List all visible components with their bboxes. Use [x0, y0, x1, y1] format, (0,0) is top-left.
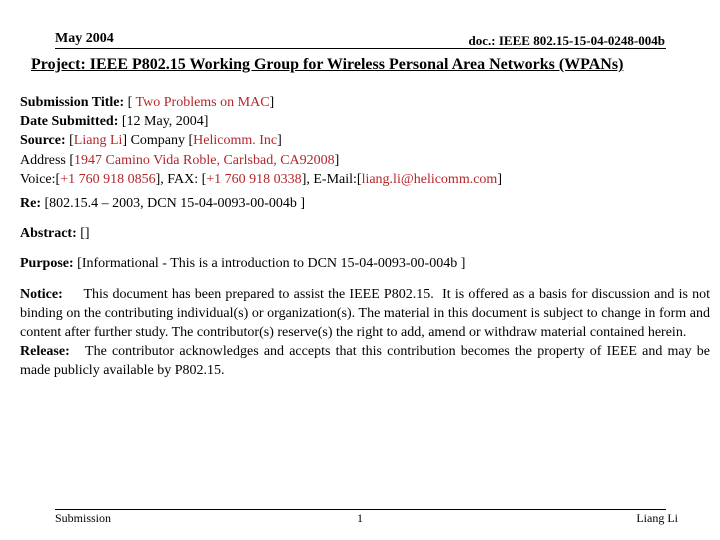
notice-label: Notice: — [20, 286, 63, 302]
source-name: Liang Li — [73, 133, 123, 149]
contact-line: Voice:[+1 760 918 0856], FAX: [+1 760 918 0338], E-Mail:[liang.li@helicomm.com] — [20, 171, 502, 187]
purpose-label: Purpose: — [20, 256, 74, 272]
release-paragraph — [20, 342, 714, 380]
abstract-line — [20, 224, 710, 243]
notice-text: This document has been prepared to assist the IEEE P802.15. It is offered as a basis for discussion and is not binding on the contributing individual(s) or organization(s). The material in this document is subject to change in form and content after further study. The contributor(s) reserve(s) the right to add, amend or withdraw material contained herein. — [20, 286, 714, 341]
submission-title-value: Two Problems on MAC — [132, 95, 270, 110]
date-submitted-line — [20, 112, 710, 131]
re-label: Re: — [20, 196, 41, 212]
footer-rule — [55, 509, 666, 510]
fax-value: +1 760 918 0338 — [206, 171, 302, 187]
re-value: [802.15.4 – 2003, DCN 15-04-0093-00-004b ] — [41, 196, 306, 212]
source-line: Source: [Liang Li] Company [Helicomm. Inc] — [20, 133, 282, 149]
submission-title-line: Submission Title: [ Two Problems on MAC] — [20, 95, 275, 110]
notice-paragraph — [20, 285, 714, 343]
footer-submission: Submission — [55, 511, 112, 525]
submission-title-label: Submission Title: — [20, 95, 125, 110]
voice-value: +1 760 918 0856 — [60, 171, 156, 187]
address-label: Address [ — [20, 152, 75, 168]
address-value: 1947 Camino Vida Roble, Carlsbad, CA92008 — [74, 152, 335, 168]
header-rule — [55, 48, 666, 49]
purpose-line — [20, 254, 710, 273]
release-label: Release: — [20, 344, 70, 360]
project-title: Project: IEEE P802.15 Working Group for Wireless Personal Area Networks (WPANs) — [31, 56, 624, 73]
source-label: Source: — [20, 133, 66, 149]
re-line — [20, 194, 710, 213]
abstract-label: Abstract: — [20, 226, 77, 242]
date-submitted-value: [12 May, 2004] — [118, 114, 209, 130]
header-date: May 2004 — [55, 31, 114, 46]
header-doc-id: doc.: IEEE 802.15-15-04-0248-004b — [468, 33, 665, 48]
release-text: The contributor acknowledges and accepts that this contribution becomes the property of IEEE and may be made publicly available by P802.15. — [20, 344, 714, 379]
page-number: 1 — [357, 511, 363, 525]
document-body — [20, 93, 714, 381]
date-submitted-label: Date Submitted: — [20, 114, 119, 130]
abstract-value: [] — [76, 226, 90, 242]
footer-author: Liang Li — [636, 511, 678, 525]
purpose-value: [Informational - This is a introduction to DCN 15-04-0093-00-004b ] — [73, 256, 466, 272]
source-company: Helicomm. Inc — [193, 133, 278, 149]
email-value: liang.li@helicomm.com — [361, 171, 498, 187]
address-line: Address [1947 Camino Vida Roble, Carlsbad, CA92008] — [20, 152, 340, 168]
